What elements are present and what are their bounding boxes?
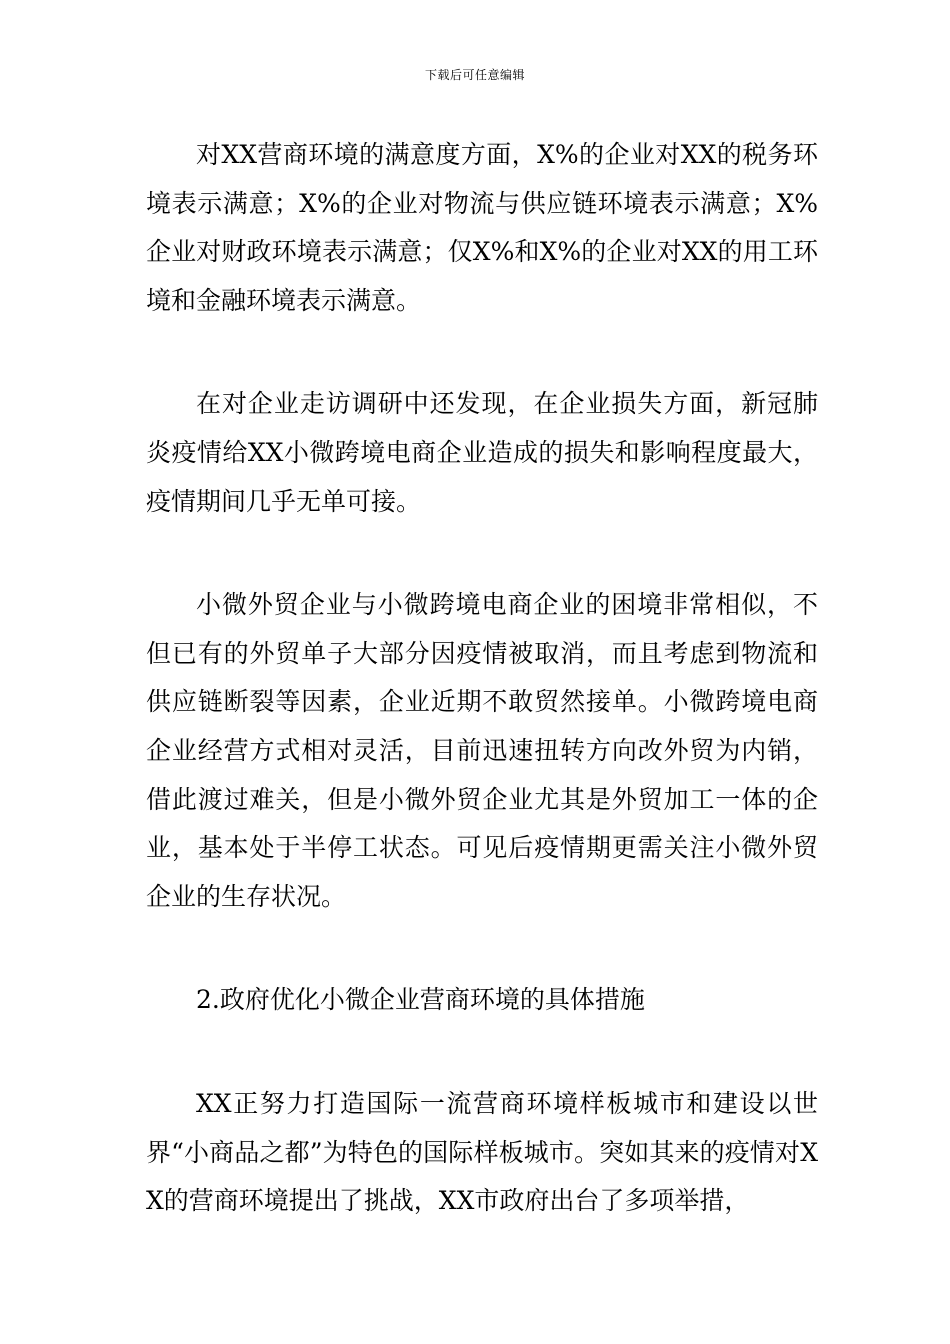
paragraph-gap — [146, 1025, 818, 1080]
paragraph-foreign-trade: 小微外贸企业与小微跨境电商企业的困境非常相似，不但已有的外贸单子大部分因疫情被取消，而且考虑到物流和供应链断裂等因素，企业近期不敢贸然接单。小微跨境电商企业经营方式相对灵活，目前迅速扭转方向改外贸为内销，借此渡过难关，但是小微外贸企业尤其是外贸加工一体的企业，基本处于半停工状态。可见后疫情期更需关注小微外贸企业的生存状况。 — [146, 590, 818, 911]
paragraph-government-measures: XX正努力打造国际一流营商环境样板城市和建设以世界“小商品之都”为特色的国际样板城市。突如其来的疫情对XX的营商环境提出了挑战，XX市政府出台了多项举措， — [146, 1088, 818, 1216]
paragraph-gap — [146, 921, 818, 976]
section-heading: 2.政府优化小微企业营商环境的具体措施 — [196, 985, 645, 1015]
header-note: 下载后可任意编辑 — [424, 68, 525, 82]
paragraph-gap — [146, 325, 818, 380]
paragraph-gap — [146, 526, 818, 581]
paragraph-enterprise-loss: 在对企业走访调研中还发现，在企业损失方面，新冠肺炎疫情给XX小微跨境电商企业造成的损失和影响程度最大，疫情期间几乎无单可接。 — [146, 389, 818, 516]
document-body — [146, 131, 818, 1226]
paragraph-satisfaction: 对XX营商环境的满意度方面，X%的企业对XX的税务环境表示满意；X%的企业对物流与供应链环境表示满意；X%企业对财政环境表示满意；仅X%和X%的企业对XX的用工环境和金融环境表示满意。 — [146, 140, 818, 315]
